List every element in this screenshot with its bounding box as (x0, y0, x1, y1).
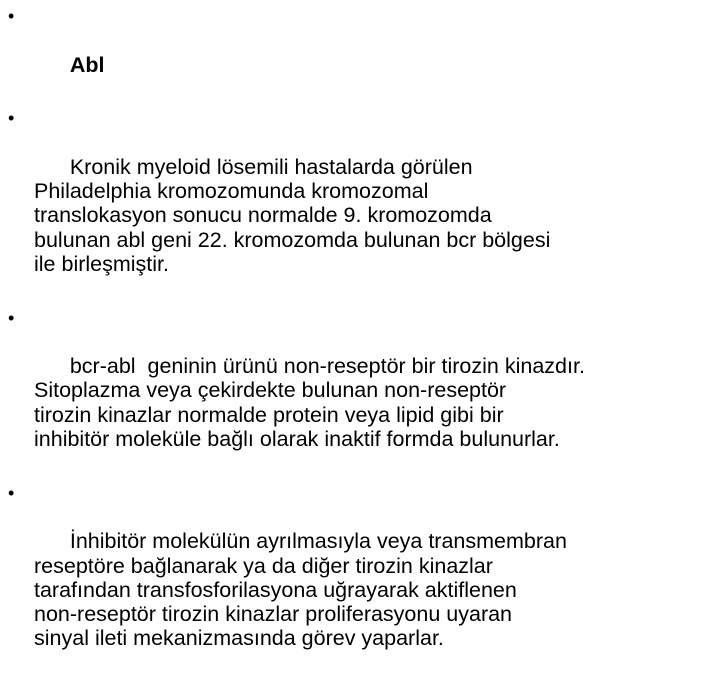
bullet-text: Abl (69, 52, 105, 77)
bullet-item-inhibitor (0, 481, 720, 675)
bullet-icon: • (8, 307, 15, 328)
bullet-list (0, 4, 720, 680)
bullet-item-philadelphia (0, 106, 720, 300)
bullet-text: bcr-abl geninin ürünü non-reseptör bir tirozin kinazdır. Sitoplazma veya çekirdekte bulunan non-reseptör tirozin kinazlar normalde protein veya lipid gibi bir inhibitör moleküle bağlı olarak inaktif formda bulunurlar. (34, 354, 585, 452)
bullet-item-bcr-abl (0, 306, 720, 476)
bullet-icon: • (8, 482, 15, 503)
bullet-text: Kronik myeloid lösemili hastalarda görülen Philadelphia kromozomunda kromozomal translokasyon sonucu normalde 9. kromozomda bulunan abl geni 22. kromozomda bulunan bcr bölgesi ile birleşmiştir. (34, 154, 551, 276)
bullet-item-abl (0, 4, 720, 101)
bullet-text: İnhibitör molekülün ayrılmasıyla veya transmembran reseptöre bağlanarak ya da diğer tirozin kinazlar tarafından transfosforilasyona uğrayarak aktiflenen non-reseptör tirozin kinazlar proliferasyonu uyaran sinyal ileti mekanizmasında görev yaparlar. (34, 529, 567, 651)
bullet-icon: • (8, 108, 15, 129)
bullet-icon: • (8, 6, 15, 26)
